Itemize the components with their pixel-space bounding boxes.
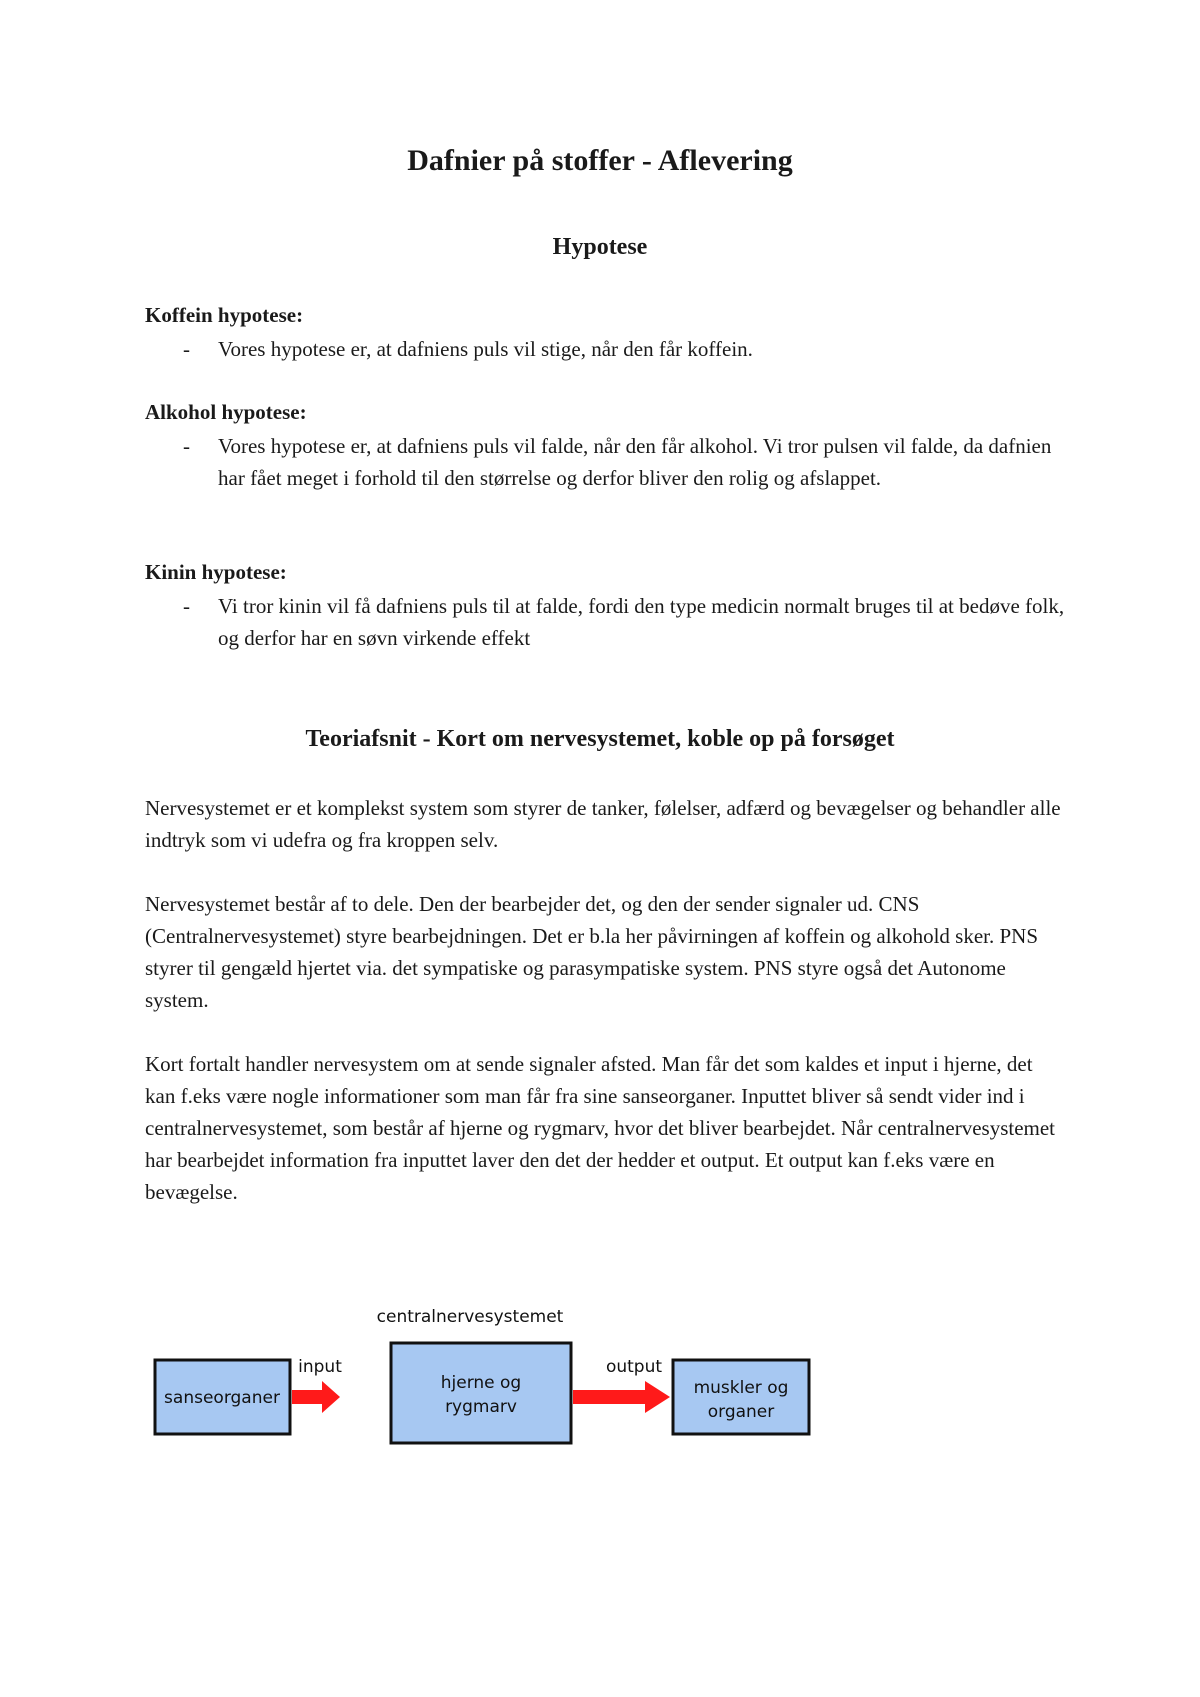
sanseorganer-label: sanseorganer (164, 1388, 280, 1408)
paragraph-3: Kort fortalt handler nervesystem om at sende signaler afsted. Man får det som kaldes et input i hjerne, det kan f.eks være nogle informationer som man får fra sine sanseorganer. Inputtet bliver så sendt vider ind i centralnervesystemet, som består af hjerne og rygmarv, hvor det bliver bearbejdet. Når centralnervesystemet har bearbejdet information fra inputtet laver den det der hedder et output. Et output kan f.eks være en bevægelse. (145, 1052, 1056, 1204)
bullet-dash: - (183, 337, 190, 361)
muskler-label: muskler og (693, 1378, 789, 1398)
kinin-text: Vi tror kinin vil få dafniens puls til at falde, fordi den type medicin normalt bruges til at bedøve folk, og derfor har en søvn virkende effekt (218, 594, 1065, 650)
input-arrow-head (322, 1381, 340, 1413)
nervous-system-diagram (140, 1300, 840, 1460)
bullet-dash: - (183, 434, 190, 458)
paragraph-1: Nervesystemet er et komplekst system som styrer de tanker, følelser, adfærd og bevægelser og behandler alle indtryk som vi udefra og fra kroppen selv. (145, 796, 1061, 852)
bullet-dash: - (183, 594, 190, 618)
alkohol-text: Vores hypotese er, at dafniens puls vil falde, når den får alkohol. Vi tror pulsen vil falde, da dafnien har fået meget i forhold til den størrelse og derfor bliver den rolig og afslappet. (218, 434, 1052, 490)
organer-label: organer (707, 1402, 775, 1422)
kinin-bullet (145, 590, 1065, 654)
cns-label: centralnervesystemet (376, 1307, 564, 1327)
output-label: output (605, 1357, 663, 1377)
hypothesis-heading: Hypotese (552, 234, 648, 260)
koffein-bullet (145, 333, 1065, 365)
alkohol-label: Alkohol hypotese: (145, 400, 307, 424)
theory-heading-bold: Teoriafsnit - (305, 726, 431, 752)
hjerne-rygmarv-box (391, 1343, 571, 1443)
document-title: Dafnier på stoffer - Aflevering (407, 144, 793, 177)
output-arrow-shaft (573, 1390, 645, 1404)
output-arrow-head (645, 1381, 670, 1413)
input-label: input (298, 1357, 342, 1377)
koffein-label: Koffein hypotese: (145, 303, 304, 327)
rygmarv-label: rygmarv (445, 1397, 517, 1417)
theory-heading (0, 726, 1200, 753)
koffein-text: Vores hypotese er, at dafniens puls vil stige, når den får koffein. (218, 337, 753, 361)
paragraph-2: Nervesystemet består af to dele. Den der bearbejder det, og den der sender signaler ud. CNS (Centralnervesystemet) styre bearbejdningen. Det er b.la her påvirningen af koffein og alkohold sker. PNS styrer til gengæld hjertet via. det sympatiske og parasympatiske system. PNS styre også det Autonome system. (145, 892, 1039, 1012)
kinin-label: Kinin hypotese: (145, 560, 287, 584)
input-arrow-shaft (292, 1390, 322, 1404)
theory-heading-rest: Kort om nervesystemet, koble op på forsøget (430, 726, 895, 752)
alkohol-bullet (145, 430, 1065, 494)
hjerne-label: hjerne og (440, 1373, 522, 1393)
